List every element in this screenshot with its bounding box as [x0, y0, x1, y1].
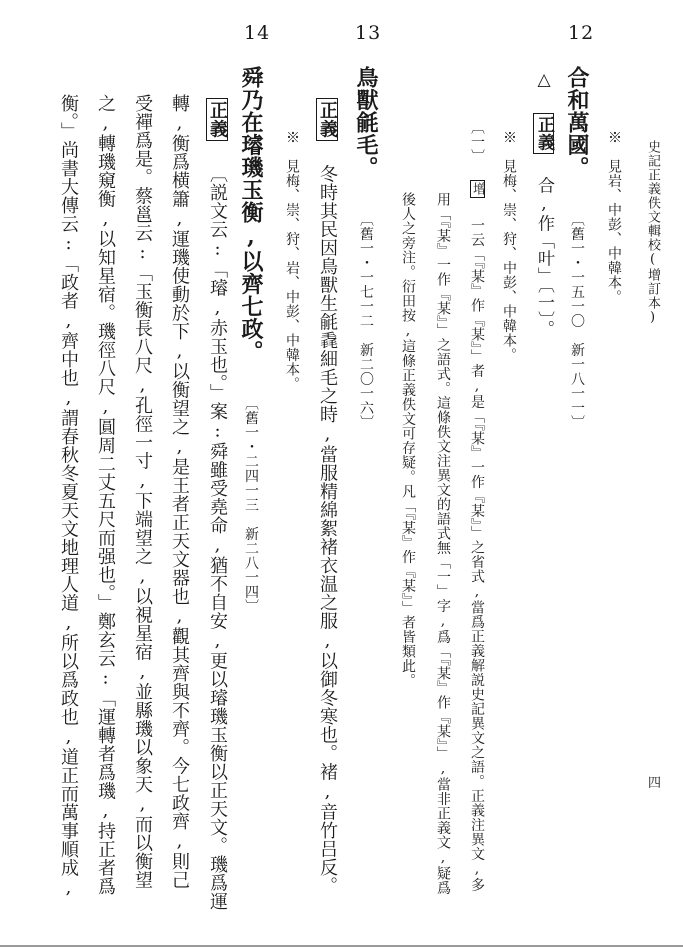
section-14-line-1: [206, 96, 228, 911]
footnote-line-3: 後人之旁注。衍田按,這條正義佚文可存疑。凡「『某』作『某』」者皆類此。: [400, 192, 416, 688]
page-number: 四: [648, 776, 662, 791]
section-13-heading-ref: 〔舊一・一七一二 新二〇一六〕: [358, 212, 374, 430]
zhengyi-tag: 正義: [316, 98, 338, 141]
zhengyi-tag: 正義: [206, 98, 228, 141]
section-14-line-4: 之,轉璣窺衡,以知星宿。璣徑八尺,圓周二丈五尺而强也。」鄭玄云:「運轉者爲璣,持正者爲: [95, 94, 116, 896]
section-number-13: 13: [355, 22, 382, 44]
section-number-12: 12: [568, 22, 595, 44]
section-14-heading-ref: 〔舊一・二四一三 新二八一四〕: [243, 396, 259, 614]
section-13-zhengyi-line: [316, 96, 338, 895]
running-title: 史記正義佚文輯校(增訂本): [645, 140, 660, 326]
zeng-tag: 增: [470, 182, 485, 196]
section-14-heading: 舜乃在璿璣玉衡,以齊七政。: [238, 66, 264, 363]
section-12-heading-ref: 〔舊一・一五一〇 新一八一一〕: [569, 212, 585, 430]
section-13-heading: 鳥獸毹毛。: [353, 66, 379, 179]
section-12-heading-line: [566, 66, 588, 430]
section-12-zhengyi-line: [533, 70, 554, 338]
section-12-edition-note: ※ 見岩、中彭、中韓本。: [606, 130, 622, 304]
zhengyi-tag: 正義: [533, 113, 554, 154]
section-13-note: ※ 見梅、崇、狩、岩、中彭、中韓本。: [284, 130, 300, 391]
section-12-heading: 合和萬國。: [564, 66, 590, 179]
triangle-mark-icon: △: [534, 70, 554, 91]
section-13-zhengyi-text: 冬時其民因鳥獸生毹毳細毛之時,當服精綿絮褚衣温之服,以御冬寒也。褚,音竹吕反。: [317, 164, 338, 895]
footnote-line-1: [470, 120, 485, 892]
section-14-heading-line: [240, 66, 262, 614]
footnote-text-1: 一云「『某』作『某』」者,是「『某』一作『某』」之省式,當爲正義解説史記異文之語。正義注異文,多: [469, 218, 485, 892]
section-13-heading-line: [355, 66, 377, 430]
section-14-line-3: 受禪爲是。蔡邕云:「玉衡長八尺,孔徑一寸,下端望之,以視星宿,並縣璣以象天,而以衡望: [132, 94, 153, 889]
section-12-zhengyi-text: 合,作「叶」〔一〕。: [534, 176, 554, 338]
section-14-line-2: 轉,衡爲横簫,運璣使動於下,以衡望之,是王者正天文器也,觀其齊與不齊。今七政齊,則己: [169, 94, 190, 889]
section-14-text-1: 〔説文云:「璿,赤玉也。」案:舜雖受堯命,猶不自安,更以璿璣玉衡以正天文。璣爲運: [207, 164, 228, 911]
footnote-label: 〔一〕: [469, 120, 485, 164]
footnote-line-2: 用「『某』一作『某』」之語式。這條佚文注異文的語式無「一」字,爲「『某』作『某』」,當非正義文,疑爲: [435, 192, 451, 895]
section-14-line-5: 衡。」尚書大傳云:「政者,齊中也,謂春秋冬夏天文地理人道,所以爲政也,道正而萬事順成,: [58, 94, 79, 899]
section-number-14: 14: [244, 22, 271, 44]
section-12-note-2: ※ 見梅、崇、狩、中彭、中韓本。: [501, 130, 517, 362]
